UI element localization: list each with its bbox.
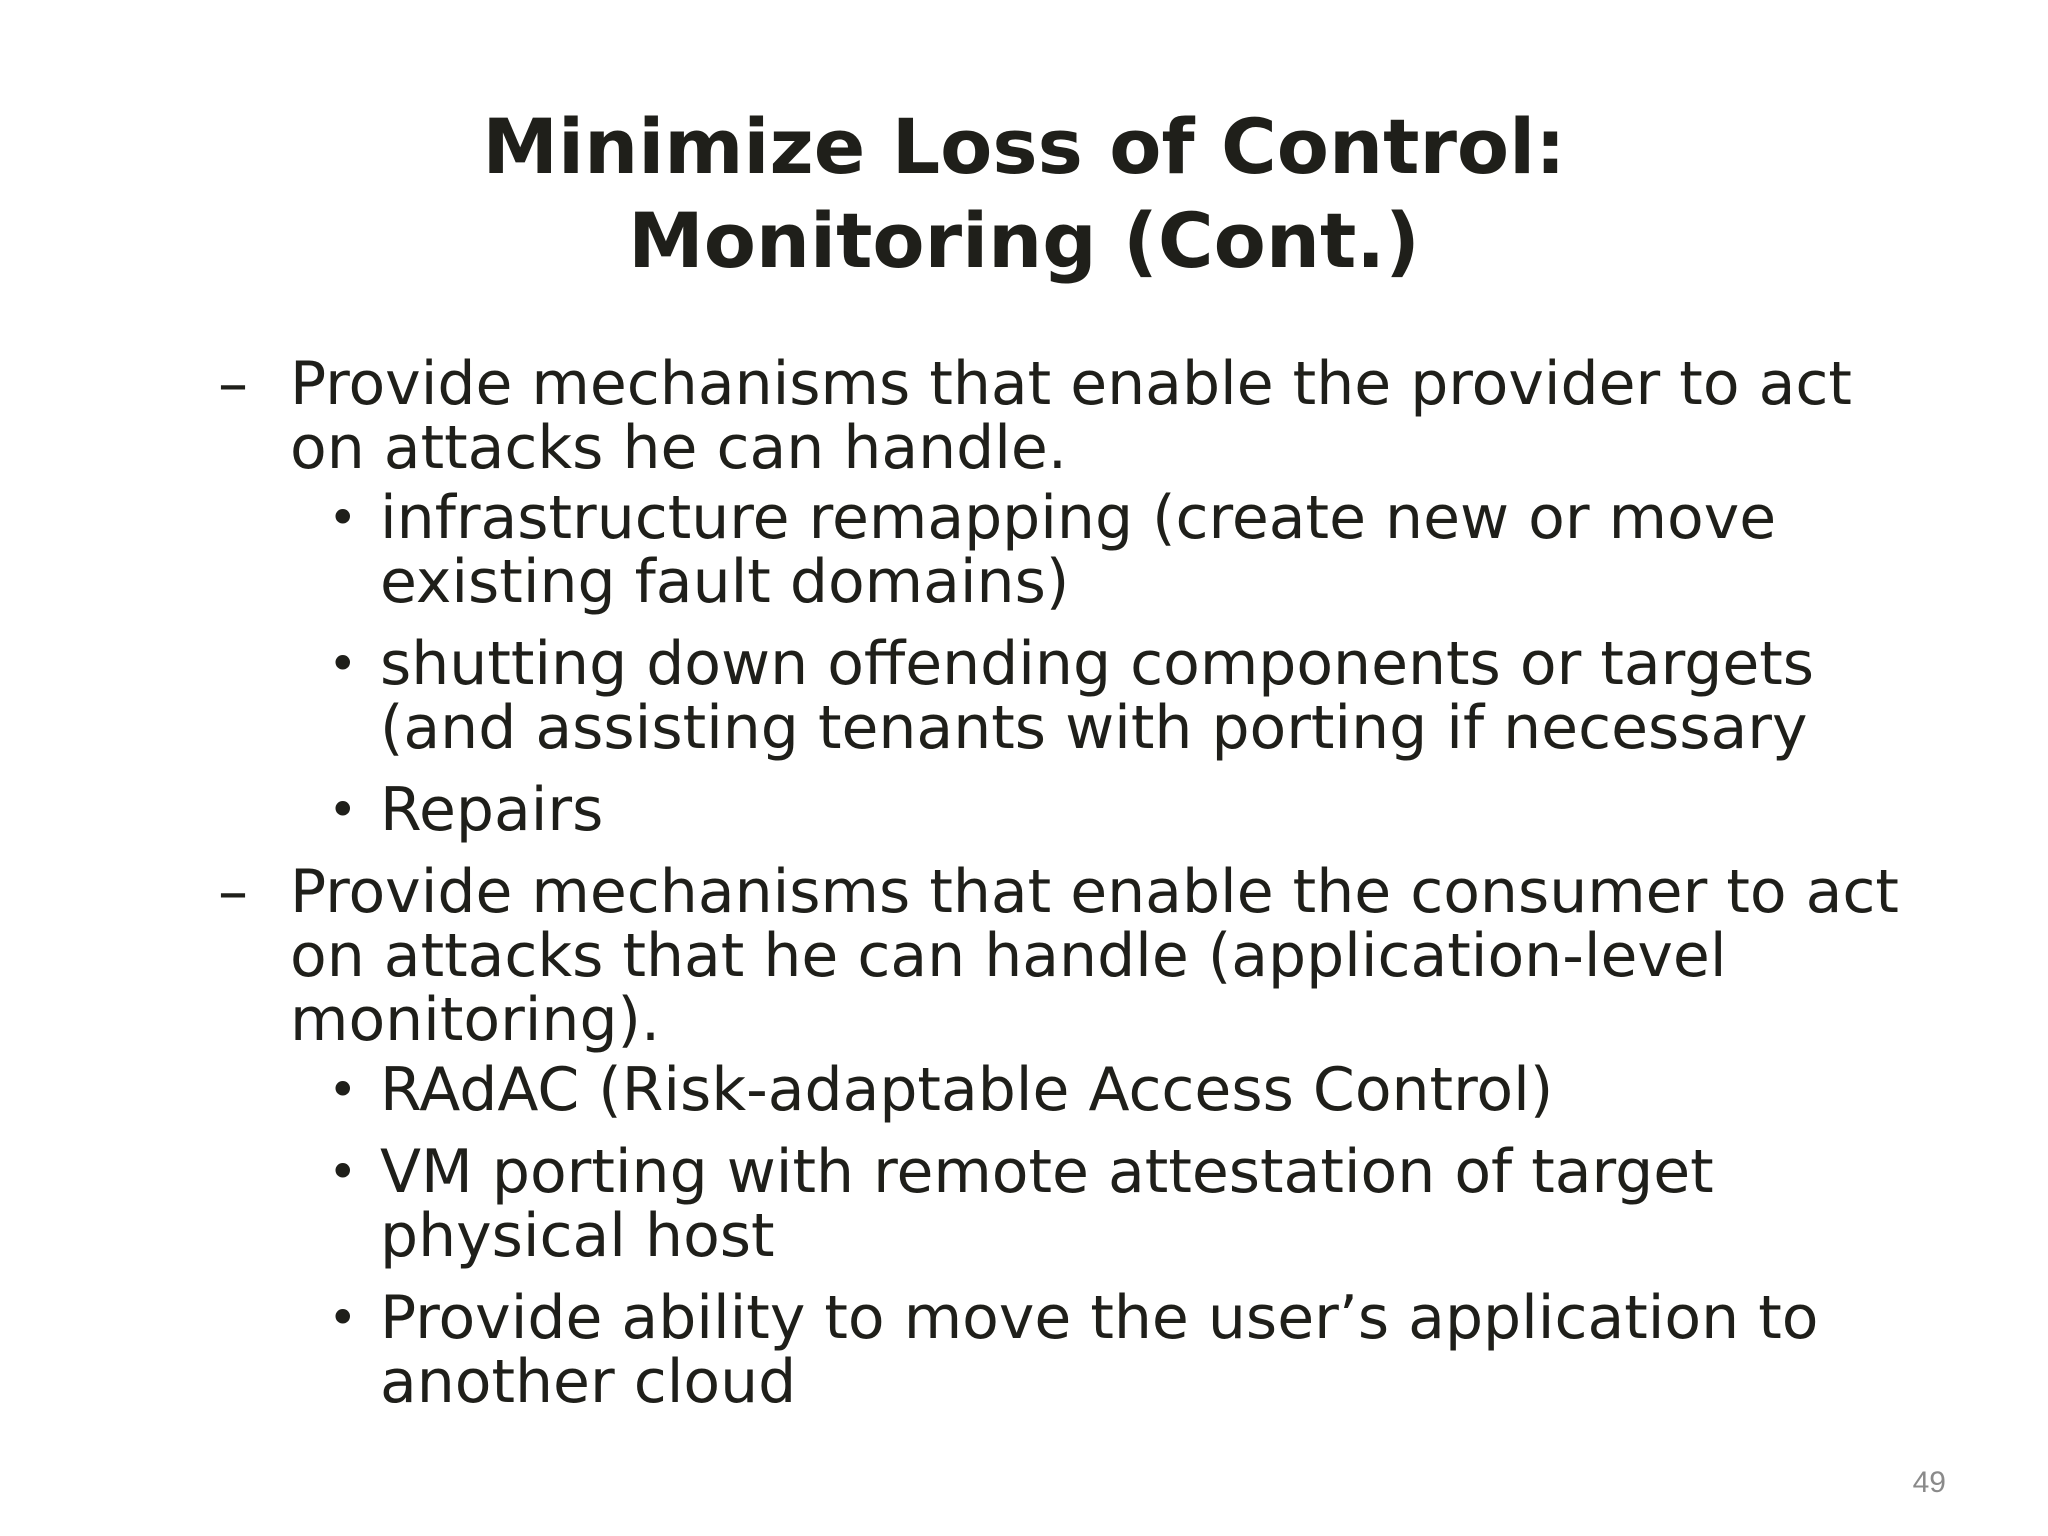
bullet-text-line: on attacks that he can handle (application-level (290, 921, 1727, 991)
sub-bullet-text-line: VM porting with remote attestation of target (380, 1137, 1714, 1207)
bullet-marker: • (328, 1061, 358, 1119)
slide-title-line-1: Minimize Loss of Control: (482, 102, 1566, 191)
bullet-text-line: Provide mechanisms that enable the consumer to act (290, 857, 1899, 927)
bullet-text-line: monitoring). (290, 985, 661, 1055)
bullet-text-line: Provide mechanisms that enable the provider to act (290, 349, 1852, 419)
list-item (0, 349, 2048, 483)
list-item (0, 775, 2048, 845)
slide-title (0, 100, 2048, 288)
list-item (0, 1137, 2048, 1271)
sub-bullet-text-line: infrastructure remapping (create new or move (380, 483, 1777, 553)
bullet-list (0, 349, 2048, 1432)
list-item (0, 629, 2048, 763)
sub-bullet-text-line: physical host (380, 1201, 775, 1271)
bullet-marker: • (328, 1143, 358, 1201)
list-item (0, 857, 2048, 1055)
dash-marker: – (218, 349, 248, 419)
list-item (0, 1283, 2048, 1417)
list-item (0, 483, 2048, 617)
sub-bullet-text-line: Provide ability to move the user’s application to (380, 1283, 1819, 1353)
page-number: 49 (1912, 1466, 1946, 1499)
sub-bullet-text-line: existing fault domains) (380, 547, 1070, 617)
bullet-marker: • (328, 781, 358, 839)
list-item (0, 1055, 2048, 1125)
bullet-text-line: on attacks he can handle. (290, 413, 1067, 483)
sub-bullet-text-line: RAdAC (Risk-adaptable Access Control) (380, 1055, 1554, 1125)
dash-marker: – (218, 857, 248, 927)
sub-bullet-text-line: Repairs (380, 775, 604, 845)
sub-bullet-text-line: (and assisting tenants with porting if necessary (380, 693, 1808, 763)
sub-bullet-text-line: another cloud (380, 1347, 797, 1417)
bullet-marker: • (328, 489, 358, 547)
sub-bullet-text-line: shutting down offending components or targets (380, 629, 1815, 699)
bullet-marker: • (328, 635, 358, 693)
slide-title-line-2: Monitoring (Cont.) (628, 196, 1420, 285)
bullet-marker: • (328, 1289, 358, 1347)
